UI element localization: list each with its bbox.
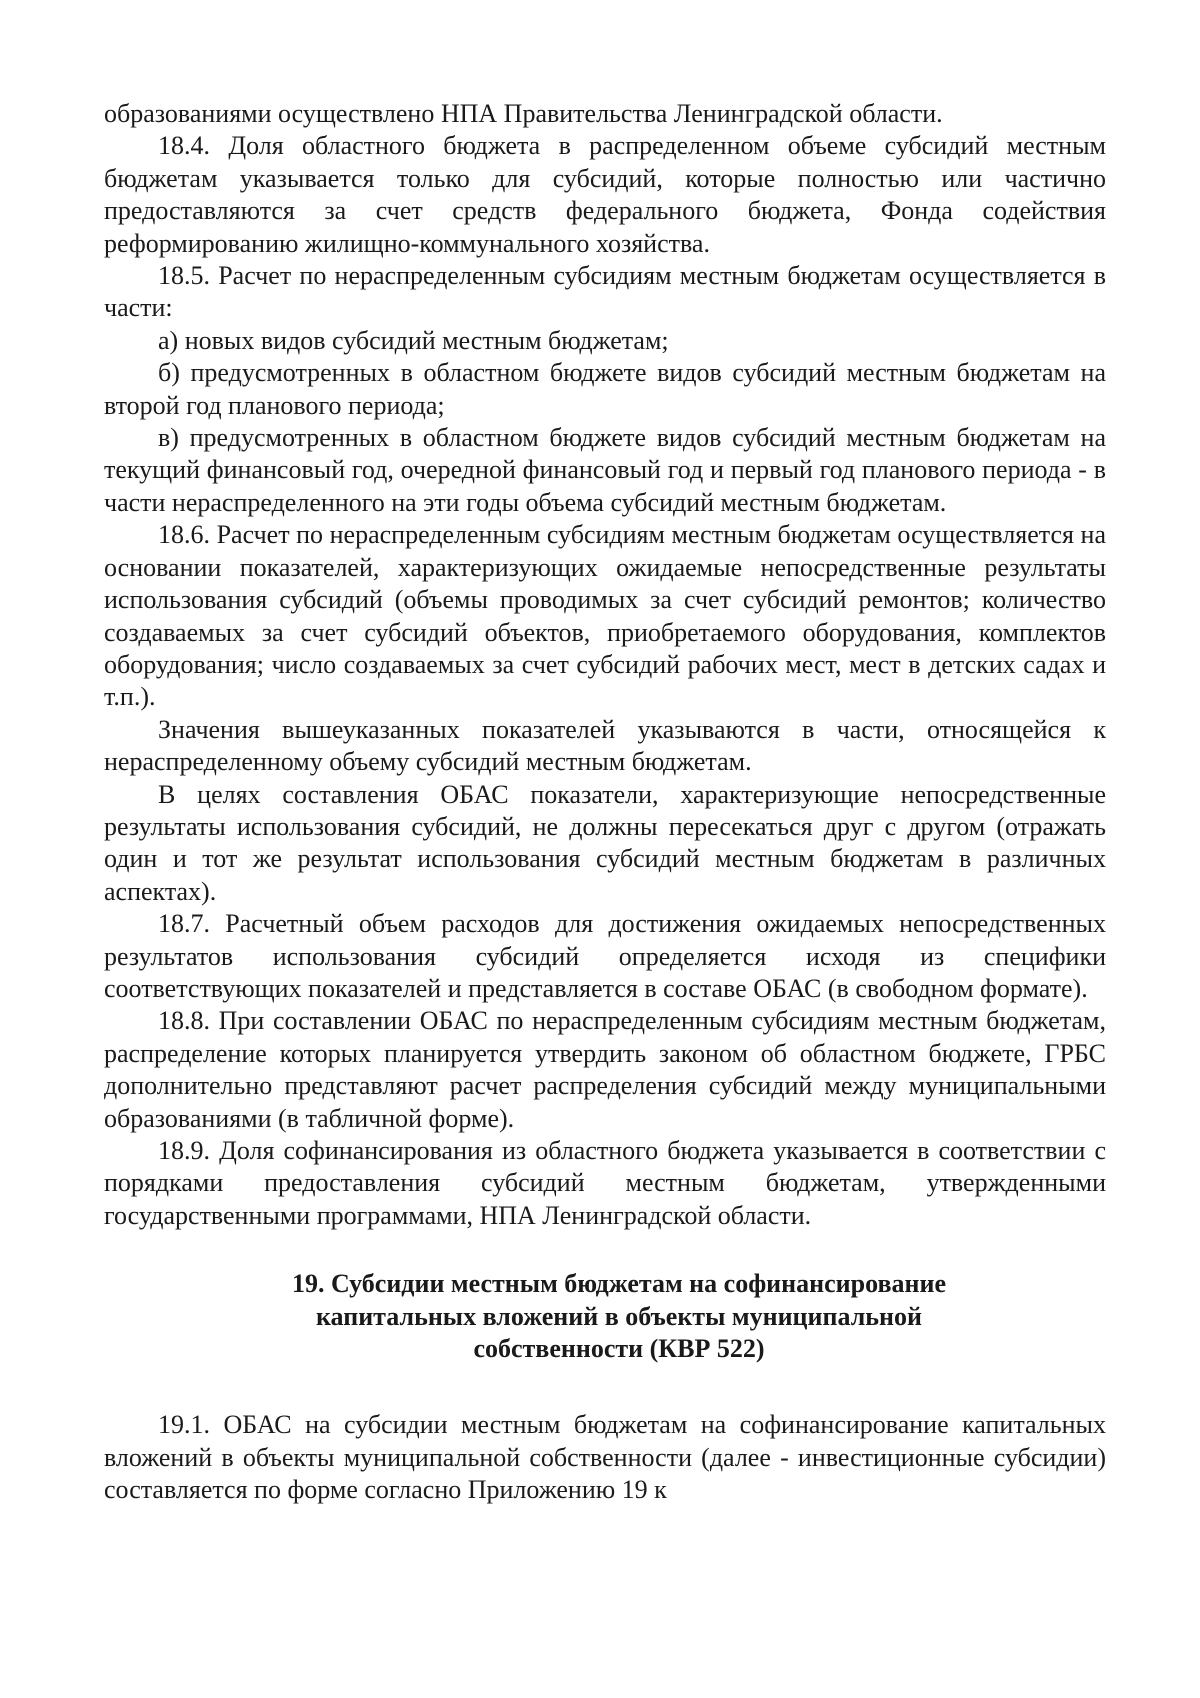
paragraph-19-1: 19.1. ОБАС на субсидии местным бюджетам на софинансирование капитальных вложений в объекты муниципальной собственности (далее - инвестиционные субсидии) составляется по форме согласно Приложению 19 к bbox=[104, 1410, 1106, 1505]
list-item-a: а) новых видов субсидий местным бюджетам; bbox=[158, 325, 669, 355]
document-page bbox=[104, 98, 1106, 1507]
heading-line-2: капитальных вложений в объекты муниципальной bbox=[315, 1301, 923, 1331]
paragraph-18-4: 18.4. Доля областного бюджета в распределенном объеме субсидий местным бюджетам указывается только для субсидий, которые полностью или частично предоставляются за счет средств федерального бюджета, Фонда содействия реформированию жилищно-коммунального хозяйства. bbox=[104, 131, 1106, 258]
paragraph-18-6: 18.6. Расчет по нераспределенным субсидиям местным бюджетам осуществляется на основании показателей, характеризующих ожидаемые непосредственные результаты использования субсидий (объемы проводимых за счет субсидий ремонтов; количество создаваемых за счет субсидий объектов, приобретаемого оборудования, комплектов оборудования; число создаваемых за счет субсидий рабочих мест, мест в детских садах и т.п.). bbox=[104, 520, 1106, 712]
list-item-b: б) предусмотренных в областном бюджете видов субсидий местным бюджетам на второй год планового периода; bbox=[104, 358, 1106, 420]
paragraph-18-8: 18.8. При составлении ОБАС по нераспределенным субсидиям местным бюджетам, распределение которых планируется утвердить законом об областном бюджете, ГРБС дополнительно представляют расчет распределения субсидий между муниципальными образованиями (в табличной форме). bbox=[104, 1006, 1106, 1133]
heading-line-3: собственности (КВР 522) bbox=[473, 1334, 765, 1364]
paragraph-18-9: 18.9. Доля софинансирования из областного бюджета указывается в соответствии с порядками предоставления субсидий местным бюджетам, утвержденными государственными программами, НПА Ленинградской области. bbox=[104, 1136, 1106, 1230]
paragraph-18-5: 18.5. Расчет по нераспределенным субсидиям местным бюджетам осуществляется в части: bbox=[104, 261, 1106, 323]
heading-line-1: 19. Субсидии местным бюджетам на софинансирование bbox=[292, 1269, 946, 1299]
paragraph-obas-indicators: В целях составления ОБАС показатели, характеризующие непосредственные результаты использования субсидий, не должны пересекаться друг с другом (отражать один и тот же результат использования субсидий местным бюджетам в различных аспектах). bbox=[104, 779, 1106, 906]
paragraph-indicator-values: Значения вышеуказанных показателей указываются в части, относящейся к нераспределенному объему субсидий местным бюджетам. bbox=[104, 714, 1106, 777]
paragraph-continuation: образованиями осуществлено НПА Правительства Ленинградской области. bbox=[104, 99, 943, 128]
list-item-v: в) предусмотренных в областном бюджете видов субсидий местным бюджетам на текущий финансовый год, очередной финансовый год и первый год планового периода - в части нераспределенного на эти годы объема субсидий местным бюджетам. bbox=[104, 423, 1106, 517]
section-heading-19 bbox=[104, 1268, 1106, 1365]
paragraph-18-7: 18.7. Расчетный объем расходов для достижения ожидаемых непосредственных результатов использования субсидий определяется исходя из специфики соответствующих показателей и представляется в составе ОБАС (в свободном формате). bbox=[104, 909, 1106, 1003]
